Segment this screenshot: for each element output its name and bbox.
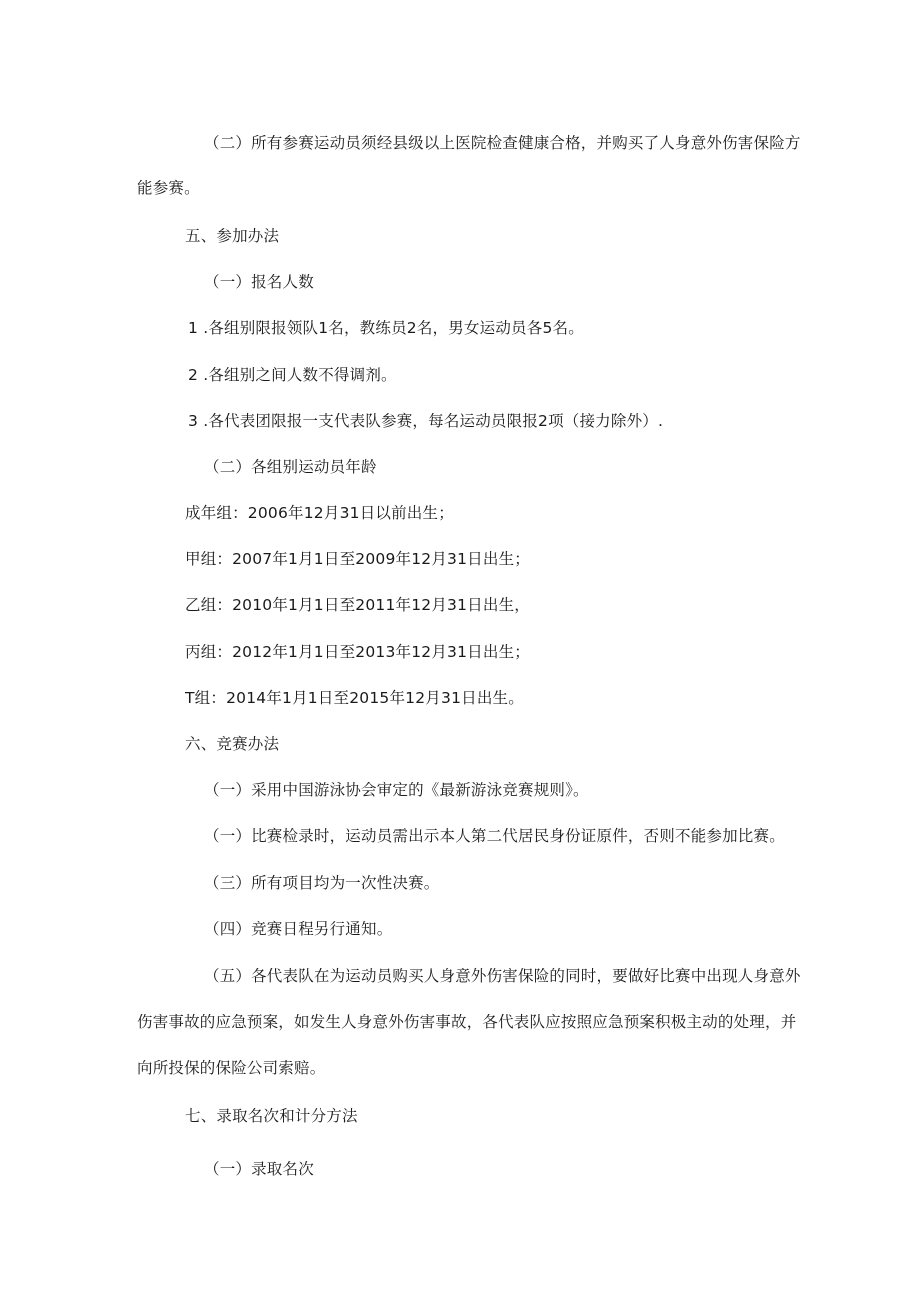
section-heading: 七、录取名次和计分方法 <box>185 1107 358 1125</box>
age-group-line: T组：2014年1月1日至2015年12月31日出生。 <box>185 689 524 707</box>
age-group-line: 甲组：2007年1月1日至2009年12月31日出生； <box>185 550 530 568</box>
subsection-heading: （一）录取名次 <box>204 1160 314 1178</box>
list-item: （一）采用中国游泳协会审定的《最新游泳竞赛规则》。 <box>204 781 589 799</box>
age-group-line: 成年组：2006年12月31日以前出生； <box>185 504 454 522</box>
age-group-line: 丙组：2012年1月1日至2013年12月31日出生； <box>185 643 530 661</box>
list-item: （一）比赛检录时，运动员需出示本人第二代居民身份证原件，否则不能参加比赛。 <box>204 827 785 845</box>
paragraph-line: （五）各代表队在为运动员购买人身意外伤害保险的同时，要做好比赛中出现人身意外 <box>204 967 801 985</box>
list-item: （三）所有项目均为一次性决赛。 <box>204 874 440 892</box>
list-item: 2 .各组别之间人数不得调剂。 <box>188 366 397 384</box>
age-group-line: 乙组：2010年1月1日至2011年12月31日出生， <box>185 596 530 614</box>
section-heading: 六、竞赛办法 <box>185 735 280 753</box>
paragraph-line: 伤害事故的应急预案，如发生人身意外伤害事故，各代表队应按照应急预案积极主动的处理，并 <box>137 1013 797 1031</box>
paragraph-line: （二）所有参赛运动员须经县级以上医院检查健康合格，并购买了人身意外伤害保险方 <box>204 134 801 152</box>
list-item: （四）竞赛日程另行通知。 <box>204 920 393 938</box>
paragraph-line: 能参赛。 <box>137 179 200 197</box>
list-item: 3 .各代表团限报一支代表队参赛，每名运动员限报2项（接力除外）. <box>188 412 664 430</box>
section-heading: 五、参加办法 <box>185 227 280 245</box>
subsection-heading: （二）各组别运动员年龄 <box>204 458 377 476</box>
paragraph-line: 向所投保的保险公司索赔。 <box>137 1059 326 1077</box>
subsection-heading: （一）报名人数 <box>204 273 314 291</box>
list-item: 1 .各组别限报领队1名，教练员2名，男女运动员各5名。 <box>188 319 584 337</box>
